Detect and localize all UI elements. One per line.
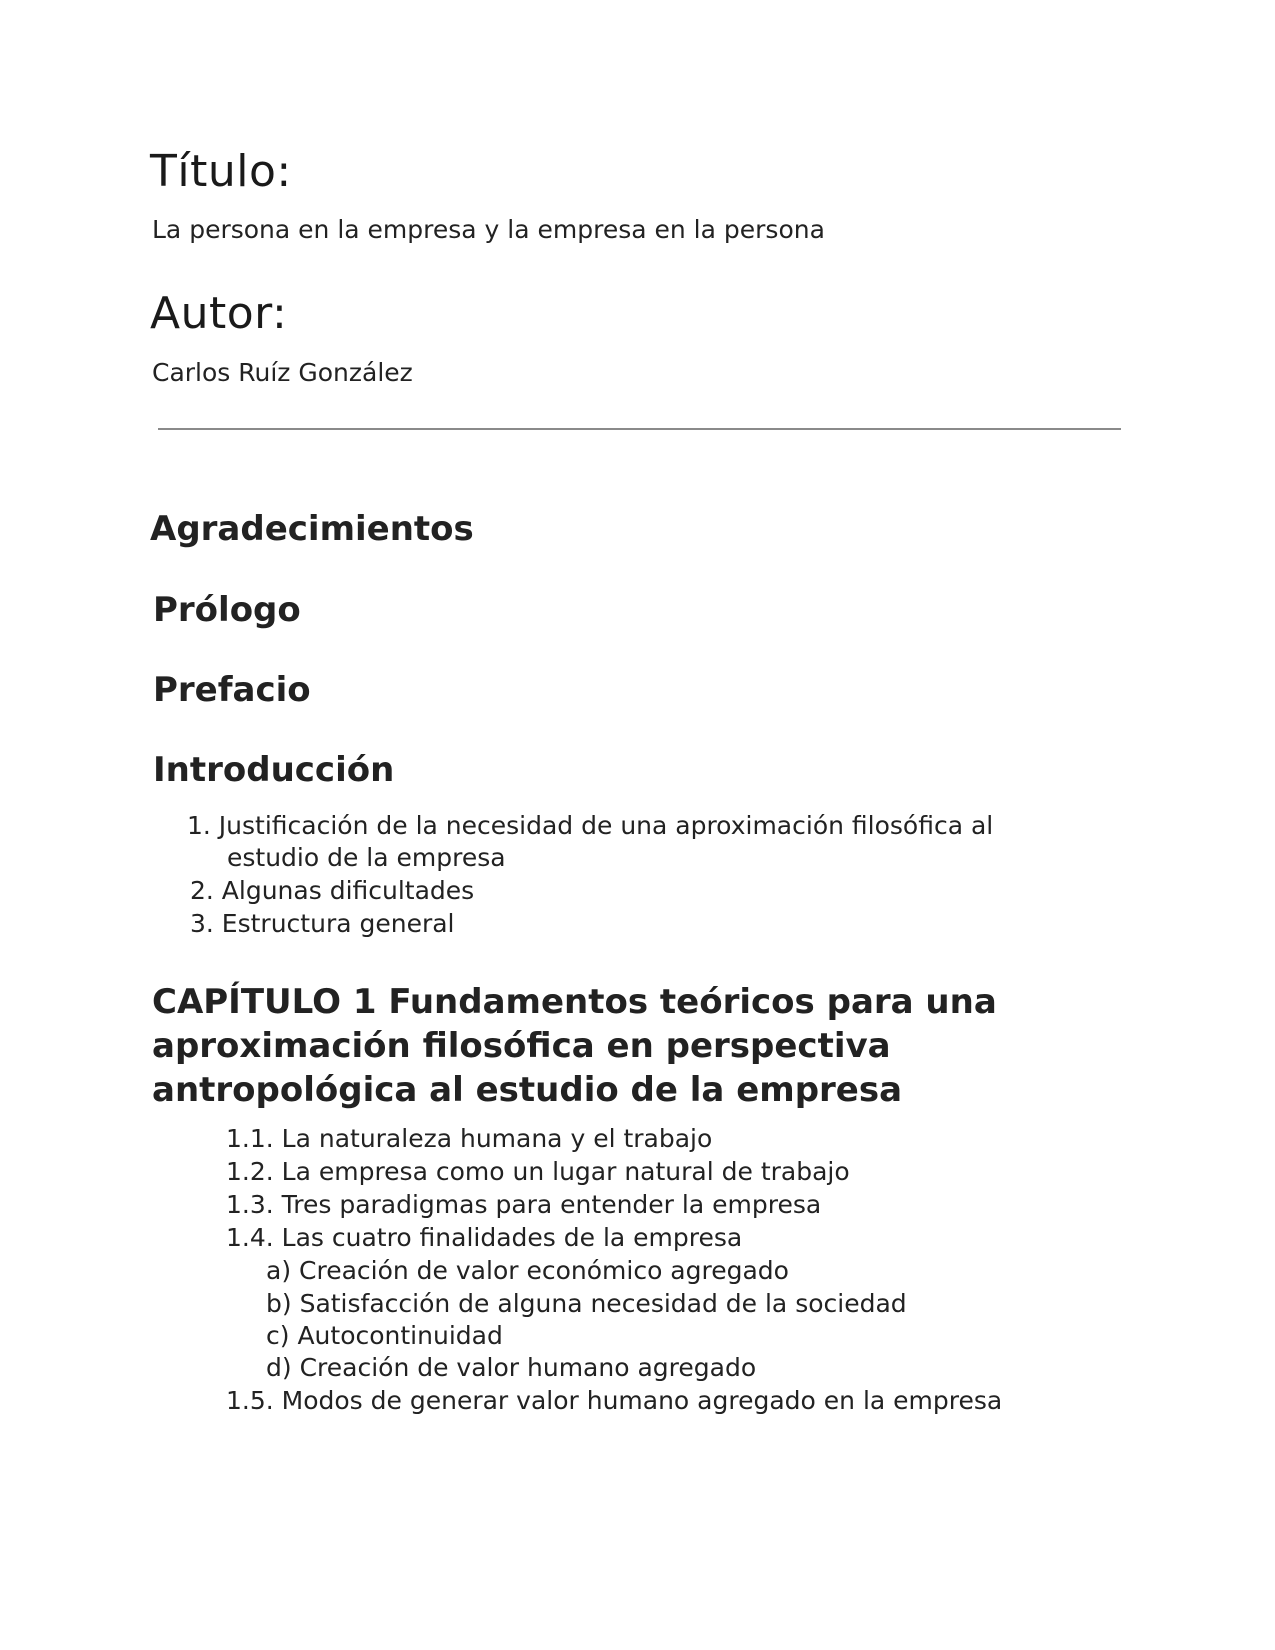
title-label: Título: <box>150 146 292 197</box>
author-label: Autor: <box>150 288 288 339</box>
cap1-subitem-d: d) Creación de valor humano agregado <box>266 1353 757 1382</box>
title-value: La persona en la empresa y la empresa en la persona <box>152 215 825 244</box>
toc-introduccion: Introducción <box>153 750 395 790</box>
cap1-subitem-c: c) Autocontinuidad <box>266 1321 503 1350</box>
toc-capitulo-1: CAPÍTULO 1 Fundamentos teóricos para una aproximación filosófica en perspectiva antropológica al estudio de la empresa <box>152 982 997 1110</box>
toc-prefacio: Prefacio <box>153 670 311 710</box>
cap1-item-1: 1.1. La naturaleza humana y el trabajo <box>226 1124 713 1153</box>
cap1-subitem-b: b) Satisfacción de alguna necesidad de la sociedad <box>266 1289 907 1318</box>
horizontal-divider <box>158 428 1121 430</box>
toc-agradecimientos: Agradecimientos <box>150 509 474 549</box>
cap1-item-3: 1.3. Tres paradigmas para entender la empresa <box>226 1190 822 1219</box>
intro-item-2: 2. Algunas dificultades <box>190 876 475 905</box>
author-value: Carlos Ruíz González <box>152 358 413 387</box>
intro-item-1-cont: estudio de la empresa <box>227 843 506 872</box>
cap1-item-5: 1.5. Modos de generar valor humano agregado en la empresa <box>226 1386 1003 1415</box>
cap1-item-2: 1.2. La empresa como un lugar natural de trabajo <box>226 1157 850 1186</box>
intro-item-3: 3. Estructura general <box>190 909 455 938</box>
toc-prologo: Prólogo <box>153 590 301 630</box>
cap1-subitem-a: a) Creación de valor económico agregado <box>266 1256 789 1285</box>
intro-item-1: 1. Justificación de la necesidad de una aproximación filosófica al <box>187 811 994 840</box>
cap1-item-4: 1.4. Las cuatro finalidades de la empresa <box>226 1223 743 1252</box>
